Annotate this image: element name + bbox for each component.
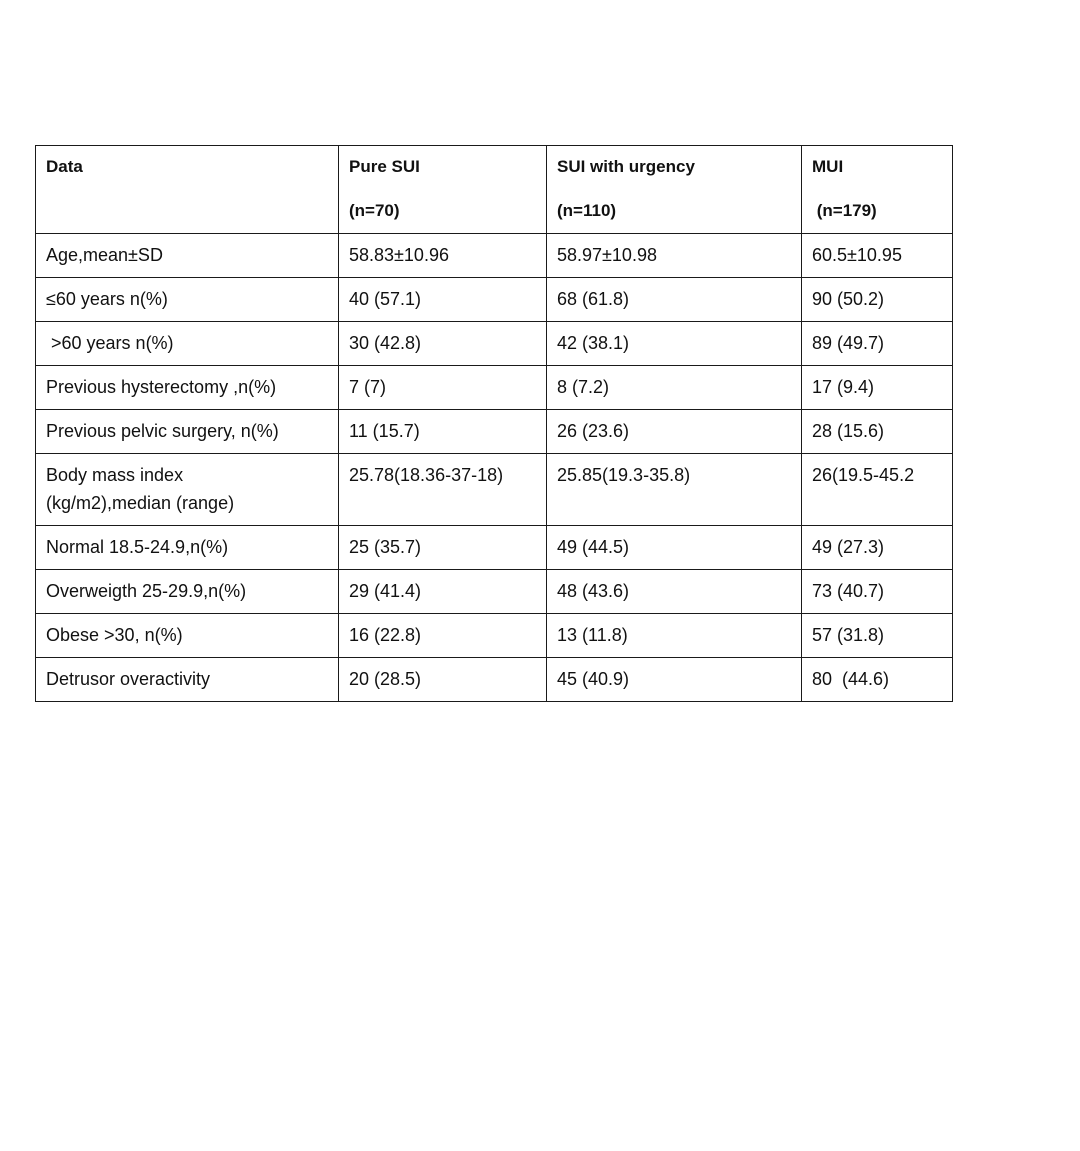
- header-sui-with-urgency: [547, 146, 802, 234]
- cell-sui-with-urgency: 49 (44.5): [547, 526, 802, 570]
- cell-sui-with-urgency: 48 (43.6): [547, 570, 802, 614]
- row-label: [36, 454, 339, 526]
- row-label: Previous hysterectomy ,n(%): [36, 366, 339, 410]
- cell-sui-with-urgency: 8 (7.2): [547, 366, 802, 410]
- table-row: [36, 234, 953, 278]
- table-row: [36, 454, 953, 526]
- cell-pure-sui: 58.83±10.96: [339, 234, 547, 278]
- cell-mui: 26(19.5-45.2: [802, 454, 953, 526]
- header-sui-with-urgency-label: SUI with urgency: [557, 157, 695, 176]
- header-pure-sui: [339, 146, 547, 234]
- header-pure-sui-label: Pure SUI: [349, 157, 420, 176]
- row-label-line2: (kg/m2),median (range): [46, 493, 235, 513]
- table-row: [36, 614, 953, 658]
- cell-pure-sui: 11 (15.7): [339, 410, 547, 454]
- row-label: ≤60 years n(%): [36, 278, 339, 322]
- row-label: Detrusor overactivity: [36, 658, 339, 702]
- cell-mui: 80 (44.6): [802, 658, 953, 702]
- header-data: [36, 146, 339, 234]
- table-header-row: [36, 146, 953, 234]
- cell-mui: 89 (49.7): [802, 322, 953, 366]
- header-mui-count: (n=179): [812, 201, 877, 220]
- header-mui-label: MUI: [812, 157, 844, 176]
- cell-sui-with-urgency: 13 (11.8): [547, 614, 802, 658]
- header-sui-with-urgency-count: (n=110): [557, 201, 617, 220]
- table-row: [36, 322, 953, 366]
- cell-mui: 60.5±10.95: [802, 234, 953, 278]
- cell-sui-with-urgency: 45 (40.9): [547, 658, 802, 702]
- row-label: Overweigth 25-29.9,n(%): [36, 570, 339, 614]
- row-label: Obese >30, n(%): [36, 614, 339, 658]
- cell-sui-with-urgency: 26 (23.6): [547, 410, 802, 454]
- cell-sui-with-urgency: 25.85(19.3-35.8): [547, 454, 802, 526]
- cell-mui: 73 (40.7): [802, 570, 953, 614]
- cell-pure-sui: 20 (28.5): [339, 658, 547, 702]
- cell-pure-sui: 40 (57.1): [339, 278, 547, 322]
- row-label: >60 years n(%): [36, 322, 339, 366]
- cell-pure-sui: 16 (22.8): [339, 614, 547, 658]
- row-label: Age,mean±SD: [36, 234, 339, 278]
- table-row: [36, 570, 953, 614]
- data-table: [35, 145, 953, 702]
- cell-mui: 28 (15.6): [802, 410, 953, 454]
- header-pure-sui-count: (n=70): [349, 201, 400, 220]
- cell-pure-sui: 7 (7): [339, 366, 547, 410]
- row-label: Normal 18.5-24.9,n(%): [36, 526, 339, 570]
- cell-sui-with-urgency: 42 (38.1): [547, 322, 802, 366]
- cell-pure-sui: 29 (41.4): [339, 570, 547, 614]
- cell-pure-sui: 25.78(18.36-37-18): [339, 454, 547, 526]
- cell-sui-with-urgency: 58.97±10.98: [547, 234, 802, 278]
- header-mui: [802, 146, 953, 234]
- row-label-line1: Body mass index: [46, 465, 184, 485]
- table-row: [36, 366, 953, 410]
- table-row: [36, 278, 953, 322]
- cell-pure-sui: 30 (42.8): [339, 322, 547, 366]
- table-row: [36, 658, 953, 702]
- cell-sui-with-urgency: 68 (61.8): [547, 278, 802, 322]
- cell-mui: 17 (9.4): [802, 366, 953, 410]
- cell-mui: 57 (31.8): [802, 614, 953, 658]
- row-label: Previous pelvic surgery, n(%): [36, 410, 339, 454]
- header-data-label: Data: [46, 157, 83, 176]
- table-row: [36, 526, 953, 570]
- table-row: [36, 410, 953, 454]
- data-table-container: [35, 145, 952, 702]
- cell-mui: 90 (50.2): [802, 278, 953, 322]
- cell-pure-sui: 25 (35.7): [339, 526, 547, 570]
- cell-mui: 49 (27.3): [802, 526, 953, 570]
